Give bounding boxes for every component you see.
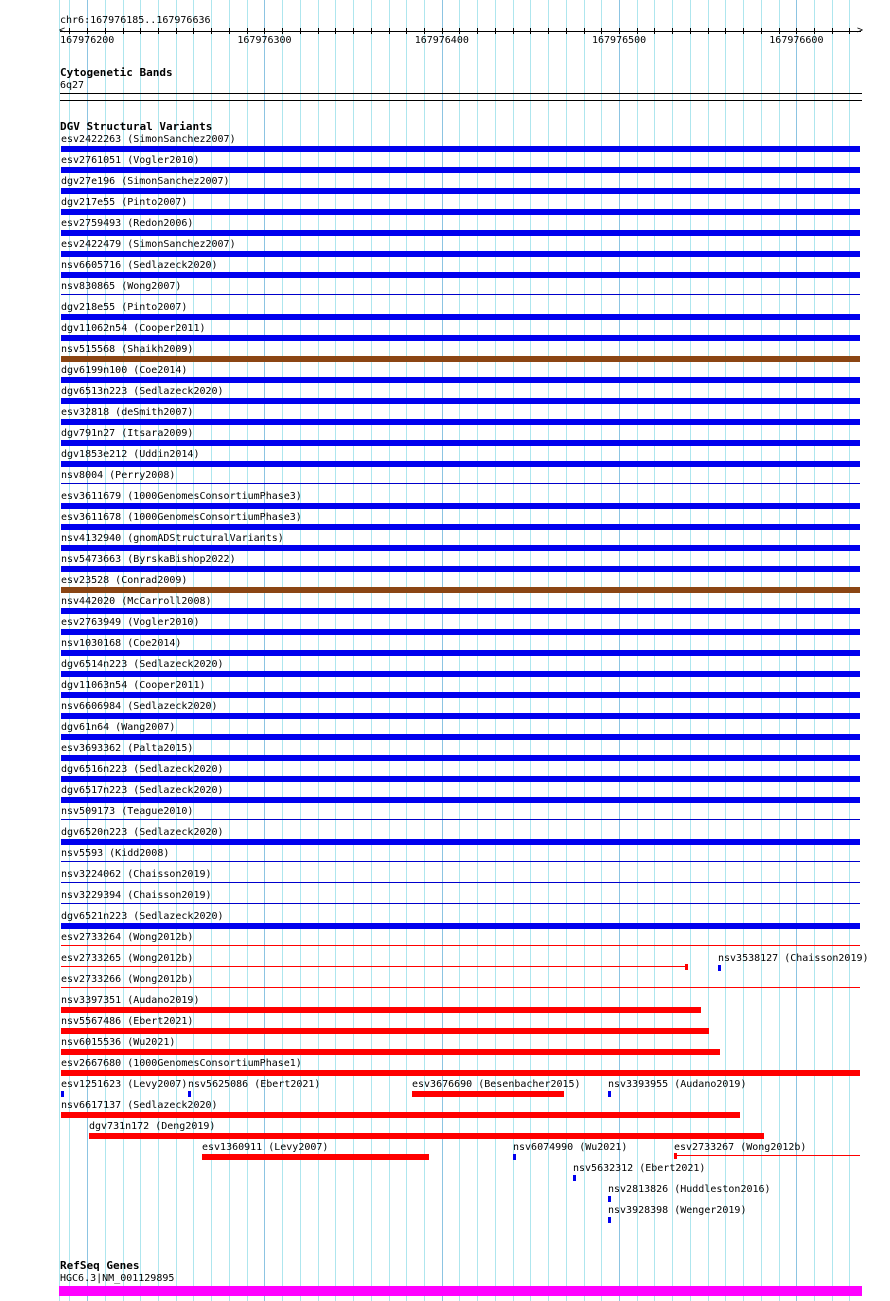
- variant-bar[interactable]: [61, 335, 860, 341]
- variant-label[interactable]: dgv6516n223 (Sedlazeck2020): [61, 764, 224, 775]
- variant-label[interactable]: esv32818 (deSmith2007): [61, 407, 194, 418]
- variant-label[interactable]: esv2733267 (Wong2012b): [674, 1142, 807, 1153]
- variant-label[interactable]: esv2733266 (Wong2012b): [61, 974, 194, 985]
- ruler-tick: [548, 28, 549, 34]
- ruler-tick: [105, 28, 106, 34]
- ruler-tick: [158, 28, 159, 34]
- ruler-tick: [140, 28, 141, 34]
- variant-bar[interactable]: [61, 419, 860, 425]
- variant-point[interactable]: [573, 1175, 576, 1181]
- variant-line[interactable]: [61, 861, 860, 862]
- variant-bar[interactable]: [61, 608, 860, 614]
- cytoband-band-bottom: [60, 100, 862, 101]
- variant-label[interactable]: esv23528 (Conrad2009): [61, 575, 188, 586]
- variant-point[interactable]: [61, 1091, 64, 1097]
- variant-label[interactable]: dgv27e196 (SimonSanchez2007): [61, 176, 230, 187]
- ruler-tick: [708, 28, 709, 34]
- variant-bar[interactable]: [61, 671, 860, 677]
- ruler-tick: [442, 28, 443, 34]
- variant-line[interactable]: [61, 945, 860, 946]
- variant-bar[interactable]: [61, 167, 860, 173]
- variant-label[interactable]: dgv791n27 (Itsara2009): [61, 428, 194, 439]
- variant-bar[interactable]: [61, 1028, 709, 1034]
- variant-label[interactable]: esv3611679 (1000GenomesConsortiumPhase3): [61, 491, 302, 502]
- variant-label[interactable]: dgv6513n223 (Sedlazeck2020): [61, 386, 224, 397]
- ruler-right-arrow-icon: >: [857, 25, 864, 36]
- variant-point[interactable]: [513, 1154, 516, 1160]
- variant-label[interactable]: nsv6074990 (Wu2021): [513, 1142, 628, 1153]
- variant-label[interactable]: dgv217e55 (Pinto2007): [61, 197, 188, 208]
- variant-label[interactable]: dgv11063n54 (Cooper2011): [61, 680, 206, 691]
- variant-bar[interactable]: [61, 629, 860, 635]
- ruler-tick: [353, 28, 354, 34]
- variant-line[interactable]: [61, 987, 860, 988]
- ruler-tick: [690, 28, 691, 34]
- ruler-tick: [584, 28, 585, 34]
- ruler-label: 167976200: [60, 35, 115, 46]
- ruler-tick: [87, 28, 88, 34]
- variant-label[interactable]: nsv6606984 (Sedlazeck2020): [61, 701, 218, 712]
- variant-label[interactable]: nsv6015536 (Wu2021): [61, 1037, 176, 1048]
- variant-bar[interactable]: [61, 755, 860, 761]
- variant-bar[interactable]: [61, 188, 860, 194]
- gridline: [59, 0, 60, 1301]
- variant-bar[interactable]: [61, 314, 860, 320]
- variant-bar[interactable]: [61, 545, 860, 551]
- ruler-left-arrow-icon: <: [59, 25, 66, 36]
- ruler-label: 167976300: [237, 35, 292, 46]
- variant-label[interactable]: dgv731n172 (Deng2019): [89, 1121, 216, 1132]
- refseq-track-title: RefSeq Genes: [60, 1259, 140, 1272]
- variant-bar[interactable]: [61, 1112, 740, 1118]
- ruler-label: 167976500: [591, 35, 647, 46]
- variant-label[interactable]: nsv515568 (Shaikh2009): [61, 344, 194, 355]
- ruler-tick: [193, 28, 194, 34]
- variant-label[interactable]: nsv5567486 (Ebert2021): [61, 1016, 194, 1027]
- ruler-tick: [814, 28, 815, 34]
- variant-label[interactable]: esv2763949 (Vogler2010): [61, 617, 200, 628]
- variant-label[interactable]: nsv5473663 (ByrskaBishop2022): [61, 554, 236, 565]
- variant-label[interactable]: nsv5632312 (Ebert2021): [573, 1163, 706, 1174]
- variant-point[interactable]: [608, 1217, 611, 1223]
- ruler-label: 167976600: [769, 35, 824, 46]
- refseq-gene-feature[interactable]: [59, 1286, 862, 1296]
- variant-label[interactable]: dgv6199n100 (Coe2014): [61, 365, 188, 376]
- variant-bar[interactable]: [202, 1154, 429, 1160]
- variant-bar[interactable]: [61, 272, 860, 278]
- refseq-gene-label: HGC6.3|NM_001129895: [60, 1273, 175, 1284]
- variant-line[interactable]: [61, 819, 860, 820]
- variant-label[interactable]: esv3693362 (Palta2015): [61, 743, 194, 754]
- ruler-tick: [637, 28, 638, 34]
- ruler-tick: [318, 28, 319, 34]
- variant-marker[interactable]: [674, 1153, 677, 1159]
- variant-bar[interactable]: [61, 524, 860, 530]
- dgv-track-title: DGV Structural Variants: [60, 120, 213, 133]
- variant-bar[interactable]: [61, 587, 860, 593]
- variant-label[interactable]: esv2667680 (1000GenomesConsortiumPhase1): [61, 1058, 302, 1069]
- variant-bar[interactable]: [61, 776, 860, 782]
- variant-label[interactable]: esv3611678 (1000GenomesConsortiumPhase3): [61, 512, 302, 523]
- ruler-tick: [601, 28, 602, 34]
- ruler-tick: [335, 28, 336, 34]
- ruler-tick: [779, 28, 780, 34]
- variant-label[interactable]: esv2759493 (Redon2006): [61, 218, 194, 229]
- ruler-tick: [371, 28, 372, 34]
- variant-point[interactable]: [188, 1091, 191, 1097]
- ruler-axis: [60, 31, 861, 32]
- variant-bar[interactable]: [61, 503, 860, 509]
- variant-line[interactable]: [674, 1155, 860, 1156]
- variant-label[interactable]: esv2422479 (SimonSanchez2007): [61, 239, 236, 250]
- variant-bar[interactable]: [89, 1133, 764, 1139]
- ruler-tick: [211, 28, 212, 34]
- variant-bar[interactable]: [61, 566, 860, 572]
- variant-label[interactable]: nsv8004 (Perry2008): [61, 470, 176, 481]
- variant-line[interactable]: [61, 294, 860, 295]
- variant-label[interactable]: esv2761051 (Vogler2010): [61, 155, 200, 166]
- ruler-tick: [566, 28, 567, 34]
- ruler-tick: [300, 28, 301, 34]
- variant-point[interactable]: [608, 1091, 611, 1097]
- variant-bar[interactable]: [61, 461, 860, 467]
- ruler-tick: [264, 28, 265, 34]
- variant-bar[interactable]: [61, 398, 860, 404]
- ruler-tick: [796, 28, 797, 34]
- variant-label[interactable]: nsv509173 (Teague2010): [61, 806, 194, 817]
- variant-label[interactable]: esv1251623 (Levy2007): [61, 1079, 188, 1090]
- ruler-tick: [247, 28, 248, 34]
- ruler-tick: [229, 28, 230, 34]
- ruler-tick: [743, 28, 744, 34]
- variant-bar[interactable]: [61, 209, 860, 215]
- variant-label[interactable]: esv2733264 (Wong2012b): [61, 932, 194, 943]
- ruler-tick: [513, 28, 514, 34]
- variant-label[interactable]: dgv218e55 (Pinto2007): [61, 302, 188, 313]
- variant-label[interactable]: nsv5593 (Kidd2008): [61, 848, 170, 859]
- variant-label[interactable]: esv1360911 (Levy2007): [202, 1142, 329, 1153]
- variant-line[interactable]: [61, 483, 860, 484]
- ruler-tick: [672, 28, 673, 34]
- cytoband-track-title: Cytogenetic Bands: [60, 66, 173, 79]
- variant-label[interactable]: dgv61n64 (Wang2007): [61, 722, 176, 733]
- variant-bar[interactable]: [61, 146, 860, 152]
- variant-label[interactable]: dgv6514n223 (Sedlazeck2020): [61, 659, 224, 670]
- location-label: chr6:167976185..167976636: [60, 15, 211, 26]
- ruler-tick: [832, 28, 833, 34]
- ruler-tick: [176, 28, 177, 34]
- variant-bar[interactable]: [412, 1091, 564, 1097]
- variant-point[interactable]: [718, 965, 721, 971]
- variant-label[interactable]: nsv5625086 (Ebert2021): [188, 1079, 321, 1090]
- variant-label[interactable]: dgv6517n223 (Sedlazeck2020): [61, 785, 224, 796]
- variant-label[interactable]: nsv830865 (Wong2007): [61, 281, 182, 292]
- variant-line[interactable]: [61, 903, 860, 904]
- ruler-tick: [849, 28, 850, 34]
- cytoband-band-top[interactable]: [60, 93, 862, 94]
- variant-label[interactable]: esv2733265 (Wong2012b): [61, 953, 194, 964]
- variant-label[interactable]: dgv11062n54 (Cooper2011): [61, 323, 206, 334]
- ruler-tick: [69, 28, 70, 34]
- variant-bar[interactable]: [61, 734, 860, 740]
- variant-label[interactable]: nsv3229394 (Chaisson2019): [61, 890, 212, 901]
- ruler-tick: [654, 28, 655, 34]
- variant-label[interactable]: nsv1030168 (Coe2014): [61, 638, 182, 649]
- variant-bar[interactable]: [61, 923, 860, 929]
- variant-line[interactable]: [61, 966, 688, 967]
- variant-bar[interactable]: [61, 440, 860, 446]
- variant-bar[interactable]: [61, 251, 860, 257]
- variant-label[interactable]: esv2422263 (SimonSanchez2007): [61, 134, 236, 145]
- variant-bar[interactable]: [61, 1070, 860, 1076]
- variant-label[interactable]: nsv3397351 (Audano2019): [61, 995, 200, 1006]
- variant-point[interactable]: [608, 1196, 611, 1202]
- ruler-label: 167976400: [414, 35, 469, 46]
- variant-bar[interactable]: [61, 839, 860, 845]
- variant-label[interactable]: nsv3538127 (Chaisson2019): [718, 953, 869, 964]
- ruler-tick: [389, 28, 390, 34]
- variant-bar[interactable]: [61, 713, 860, 719]
- variant-label[interactable]: esv3676690 (Besenbacher2015): [412, 1079, 581, 1090]
- variant-label[interactable]: nsv3393955 (Audano2019): [608, 1079, 747, 1090]
- variant-bar[interactable]: [61, 377, 860, 383]
- variant-bar[interactable]: [61, 356, 860, 362]
- ruler-tick: [495, 28, 496, 34]
- ruler-tick: [424, 28, 425, 34]
- variant-label[interactable]: nsv3224062 (Chaisson2019): [61, 869, 212, 880]
- variant-label[interactable]: nsv4132940 (gnomADStructuralVariants): [61, 533, 284, 544]
- variant-label[interactable]: nsv3928398 (Wenger2019): [608, 1205, 747, 1216]
- variant-marker[interactable]: [685, 964, 688, 970]
- ruler-tick: [477, 28, 478, 34]
- ruler-tick: [761, 28, 762, 34]
- variant-bar[interactable]: [61, 650, 860, 656]
- variant-line[interactable]: [61, 882, 860, 883]
- ruler-tick: [530, 28, 531, 34]
- variant-label[interactable]: dgv6520n223 (Sedlazeck2020): [61, 827, 224, 838]
- ruler-tick: [725, 28, 726, 34]
- variant-bar[interactable]: [61, 797, 860, 803]
- variant-label[interactable]: nsv2813826 (Huddleston2016): [608, 1184, 771, 1195]
- ruler-tick: [406, 28, 407, 34]
- ruler-tick: [619, 28, 620, 34]
- ruler-tick: [282, 28, 283, 34]
- variant-bar[interactable]: [61, 1049, 720, 1055]
- variant-bar[interactable]: [61, 1007, 701, 1013]
- ruler-tick: [123, 28, 124, 34]
- ruler-tick: [459, 28, 460, 34]
- variant-label[interactable]: nsv442020 (McCarroll2008): [61, 596, 212, 607]
- variant-bar[interactable]: [61, 692, 860, 698]
- cytoband-label: 6q27: [60, 80, 85, 91]
- variant-label[interactable]: dgv6521n223 (Sedlazeck2020): [61, 911, 224, 922]
- variant-bar[interactable]: [61, 230, 860, 236]
- variant-label[interactable]: nsv6605716 (Sedlazeck2020): [61, 260, 218, 271]
- variant-label[interactable]: dgv1853e212 (Uddin2014): [61, 449, 200, 460]
- variant-label[interactable]: nsv6617137 (Sedlazeck2020): [61, 1100, 218, 1111]
